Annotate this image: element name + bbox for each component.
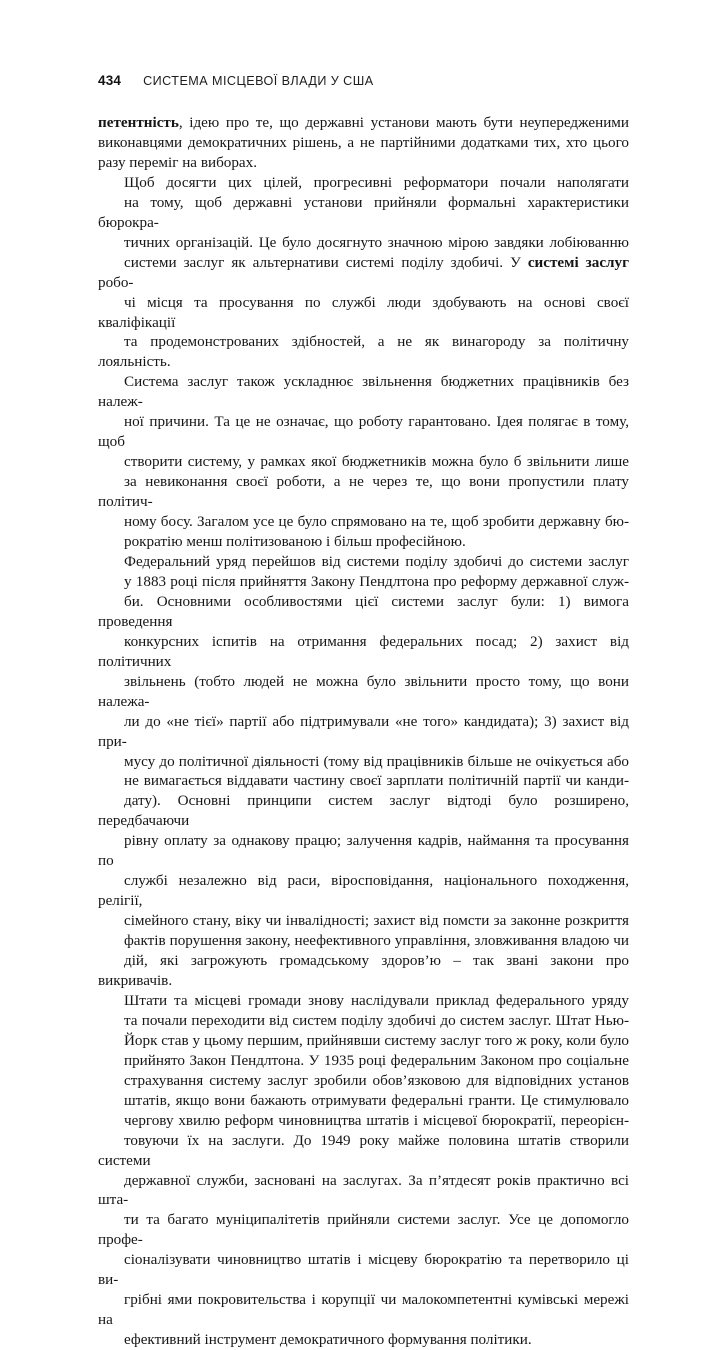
text-line: ли до «не тієї» партії або підтримували «не того» кандидата); 3) захист від при-: [98, 712, 633, 750]
bold-term: петентність: [98, 114, 179, 131]
text-line: та почали переходити від систем поділу здобичі до систем заслуг. Штат Нью-: [124, 1011, 629, 1029]
text-line: чергову хвилю реформ чиновництва штатів і місцевої бюрократії, переорієн-: [124, 1111, 629, 1129]
text-line: петентність, ідею про те, що державні установи мають бути неупередженими: [98, 114, 629, 131]
text-line: страхування систему заслуг зробили обов’язковою для відповідних установ: [124, 1071, 629, 1089]
text-line: та продемонстрованих здібностей, а не як винагороду за політичну лояльність.: [98, 333, 633, 371]
text-line: службі незалежно від раси, віросповідання, національного походження, релігії,: [98, 872, 633, 910]
page-number: 434: [98, 73, 122, 88]
text-line: фактів порушення закону, неефективного управління, зловживання владою чи: [124, 932, 629, 950]
text-line: рократію менш політизованою і більш професійною.: [124, 533, 466, 551]
text-line: прийнято Закон Пендлтона. У 1935 році федеральним Законом про соціальне: [124, 1051, 629, 1069]
text-line: державної служби, засновані на заслугах. За п’ятдесят років практично всі шта-: [98, 1171, 633, 1209]
text-line: товуючи їх на заслуги. До 1949 року майже половина штатів створили системи: [98, 1131, 633, 1169]
paragraph: [98, 552, 633, 991]
paragraph: [98, 173, 633, 552]
text-line: звільнень (тобто людей не можна було звільнити просто тому, що вони належа-: [98, 672, 633, 710]
running-head-title: СИСТЕМА МІСЦЕВОЇ ВЛАДИ У США: [143, 74, 374, 88]
text-line: у 1883 році після прийняття Закону Пендлтона про реформу державної служ-: [124, 572, 629, 590]
text-line: ефективний інструмент демократичного формування політики.: [124, 1331, 532, 1349]
text-line: рівну оплату за однакову працю; залучення кадрів, наймання та просування по: [98, 832, 633, 870]
bold-term: системі заслуг: [527, 253, 629, 271]
text-line: Федеральний уряд перейшов від системи поділу здобичі до системи заслуг: [124, 552, 629, 570]
text-line: ному босу. Загалом усе це було спрямовано на те, щоб зробити державну бю-: [124, 513, 629, 531]
text-line: Щоб досягти цих цілей, прогресивні реформатори почали наполягати: [124, 173, 629, 191]
text-line: системи заслуг як альтернативи системі поділу здобичі. У системі заслуг робо-: [98, 253, 633, 291]
paragraph: [98, 991, 633, 1350]
text-line: дату). Основні принципи систем заслуг відтоді було розширено, передбачаючи: [98, 792, 633, 830]
text-line: дій, які загрожують громадському здоров’ю – так звані закони про викривачів.: [98, 952, 633, 989]
paragraph: [98, 113, 629, 173]
text-line: би. Основними особливостями цієї системи заслуг були: 1) вимога проведення: [98, 592, 633, 630]
text-line: Система заслуг також ускладнює звільнення бюджетних працівників без належ-: [98, 373, 633, 411]
text-line: конкурсних іспитів на отримання федеральних посад; 2) захист від політичних: [98, 632, 633, 670]
text-line: Штати та місцеві громади знову наслідували приклад федерального уряду: [124, 991, 629, 1009]
text-line: штатів, якщо вони бажають отримувати федеральні гранти. Це стимулювало: [124, 1091, 629, 1109]
text-line: сімейного стану, віку чи інвалідності; захист від помсти за законне розкриття: [124, 912, 629, 930]
text-line: грібні ями покровительства і корупції чи малокомпетентні кумівські мережі на: [98, 1291, 633, 1329]
text-line: на тому, щоб державні установи прийняли формальні характеристики бюрокра-: [98, 193, 633, 231]
text-line: разу переміг на виборах.: [98, 153, 257, 171]
text-line: ної причини. Та це не означає, що роботу гарантовано. Ідея полягає в тому, щоб: [98, 413, 633, 451]
text-line: виконавцями демократичних рішень, а не партійними додатками тих, хто цього: [98, 133, 629, 151]
running-head: [98, 73, 630, 88]
body-text-block: [98, 113, 633, 1350]
text-line: не вимагається віддавати частину своєї зарплати політичній партії чи канди-: [124, 772, 629, 790]
text-line: Йорк став у цьому першим, прийнявши систему заслуг того ж року, коли було: [124, 1031, 629, 1049]
text-line: сіоналізувати чиновництво штатів і місцеву бюрократію та перетворило ці ви-: [98, 1251, 633, 1289]
text-line: мусу до політичної діяльності (тому від працівників більше не очікується або: [124, 752, 629, 770]
text-line: за невиконання своєї роботи, а не через те, що вони пропустили плату політич-: [98, 473, 633, 511]
text-line: чі місця та просування по службі люди здобувають на основі своєї кваліфікації: [98, 293, 633, 331]
text-line: ти та багато муніципалітетів прийняли системи заслуг. Усе це допомогло профе-: [98, 1211, 633, 1249]
text-line: створити систему, у рамках якої бюджетників можна було б звільнити лише: [124, 453, 629, 471]
text-line: тичних організацій. Це було досягнуто значною мірою завдяки лобіюванню: [124, 233, 629, 251]
